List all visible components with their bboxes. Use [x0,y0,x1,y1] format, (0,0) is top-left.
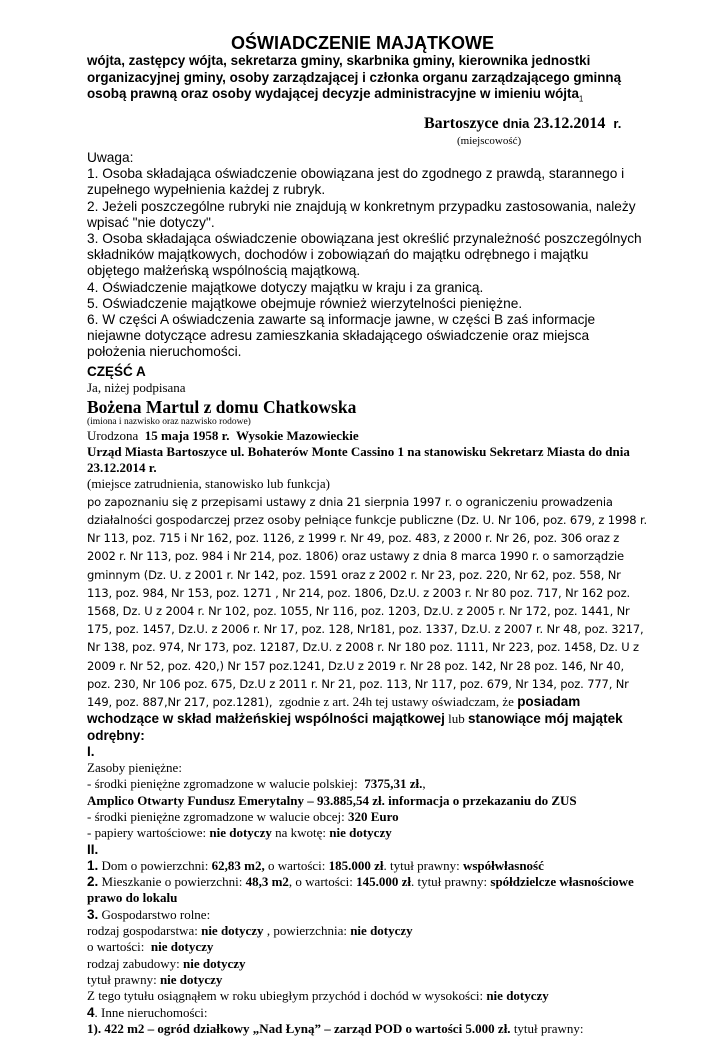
farm-build-line [87,956,647,972]
law-tail: zgodnie z art. 24h tej ustawy oświadczam, że [278,694,514,710]
document-subtitle [87,53,647,108]
flat-title: spółdzielcze własnościowe prawo do lokalu [87,874,634,906]
item-2-number: 2. [87,874,99,890]
declarant-name: Bożena Martul z domu Chatkowska [87,396,357,417]
farm-title-line [87,972,647,988]
farm-income-value: nie dotyczy [486,988,549,1004]
notes-section [87,150,642,361]
house-value: 185.000 zł [328,857,384,873]
statement-bold-2: stanowiące mój majątek odrębny: [87,711,623,743]
subtitle-text: wójta, zastępcy wójta, sekretarza gminy, skarbnika gminy, kierownika jednostki organizacyjnej gminy, osoby zarządzającej i członka organu zarządzającego gminną osobą prawną oraz osoby wydającej decyzje administracyjne w imieniu wójta [87,53,622,101]
pln-line [87,776,647,792]
securities-amount-value: nie dotyczy [329,825,392,841]
farm-type-line [87,923,647,939]
flat-title-label: . tytuł prawny: [410,874,488,890]
intro-text: Ja, niżej podpisana [87,380,186,396]
house-value-label: o wartości: [267,857,326,873]
part-a-heading: CZĘŚĆ A [87,364,146,379]
date-line [424,115,621,133]
flat-line [87,874,647,907]
note-item: 4. Oświadczenie majątkowe dotyczy majątku w kraju i za granicą. [87,279,484,295]
house-label: Dom o powierzchni: [101,857,209,873]
born-place: Wysokie Mazowieckie [236,427,359,443]
securities-line [87,825,647,841]
foreign-label: - środki pieniężne zgromadzone w walucie obcej: [87,809,345,824]
farm-title-label: tytuł prawny: [87,971,157,987]
item-4-number: 4 [87,1004,95,1020]
securities-amount-label: na kwotę: [275,825,326,841]
birth-line [87,428,647,444]
pln-value: 7375,31 zł. [364,776,423,792]
farm-build-label: rodzaj zabudowy: [87,955,180,971]
securities-value: nie dotyczy [209,825,272,841]
item-3-number: 3. [87,906,99,922]
farm-title-value: nie dotyczy [159,971,223,987]
item-1-number: 1. [87,857,99,873]
farm-income-label: Z tego tytułu osiągnąłem w roku ubiegłym przychód i dochód w wysokości: [87,988,484,1004]
note-item: 6. W części A oświadczenia zawarte są informacje jawne, w części B zaś informacje niejawne dotyczące adresu zamieszkania składającego oświadczenie oraz miejsca położenia nieruchomości. [87,312,596,360]
note-item: 5. Oświadczenie majątkowe obejmuje również wierzytelności pieniężne. [87,295,523,311]
other-property-heading: . Inne nieruchomości: [94,1004,208,1020]
other-property-title-label: tytuł prawny: [513,1020,584,1036]
farm-type-label: rodzaj gospodarstwa: [87,923,198,939]
place-note: (miejscowość) [457,135,522,147]
employment-note: (miejsce zatrudnienia, stanowisko lub funkcja) [87,476,330,492]
farm-area-label: , powierzchnia: [266,923,347,939]
section-1-heading: Zasoby pieniężne: [87,760,182,776]
farm-type-value: nie dotyczy [201,923,264,939]
farm-value-label: o wartości: [87,939,145,955]
farm-build-value: nie dotyczy [183,955,246,971]
foreign-value: 320 Euro [347,809,399,824]
farm-heading-line [87,907,647,923]
other-property-heading-line [87,1005,647,1021]
footnote-mark: 1 [578,94,584,104]
part-a-section [87,364,647,1037]
farm-area-value: nie dotyczy [350,923,413,939]
statement-bold-1: posiadam wchodzące w skład małżeńskiej wspólności majątkowej [87,694,581,727]
statement-lub: lub [448,711,465,727]
law-text: po zapoznaniu się z przepisami ustawy z dnia 21 sierpnia 1997 r. o ograniczeniu prowadzenia działalności gospodarczej przez osoby pełniące funkcje publiczne (Dz. U. Nr 106, poz. 679, z 1998 r. Nr 113, poz. 715 i Nr 162, poz. 1126, z 1999 r. Nr 49, poz. 483, z 2000 r. Nr 26, poz. 306 oraz z 2002 r. Nr 113, poz. 984 i Nr 214, poz. 1806) oraz ustawy z dnia 8 marca 1990 r. o samorządzie gminnym (Dz. U. z 2001 r. Nr 142, poz. 1591 oraz z 2002 r. Nr 23, poz. 220, Nr 62, poz. 558, Nr 113, poz. 984, Nr 153, poz. 1271 , Nr 214, poz. 1806, Dz.U. z 2003 r. Nr 80 poz. 717, Nr 162 poz. 1568, Dz. U z 2004 r. Nr 102, poz. 1055, Nr 116, poz. 1203, Dz.U. z 2005 r. Nr 172, poz. 1441, Nr 175, poz. 1457, Dz.U. z 2006 r. Nr 17, poz. 128, Nr181, poz. 1337, Dz.U. z 2007 r. Nr 48, poz. 3217, Nr 138, poz. 974, Nr 173, poz. 12187, Dz.U. z 2008 r. Nr 180 poz. 1111, Nr 223, poz. 1458, Dz. U z 2009 r. Nr 52, poz. 420,) Nr 157 poz.1241, Dz.U z 2019 r. Nr 28 poz. 142, Nr 28 poz. 146, Nr 40, poz. 230, Nr 106 poz. 675, Dz.U z 2011 r. Nr 21, poz. 113, Nr 117, poz. 679, Nr 134, poz. 777, Nr 149, poz. 887,Nr 217, poz.1281), [87,494,647,710]
note-item: 1. Osoba składająca oświadczenie obowiązana jest do zgodnego z prawdą, starannego i zupełnego wypełnienia każdej z rubryk. [87,166,625,198]
other-property-line [87,1021,647,1037]
born-label: Urodzona [87,427,139,443]
farm-heading: Gospodarstwo rolne: [101,906,211,922]
date-r: r. [613,116,622,131]
notes-heading: Uwaga: [87,150,134,165]
law-paragraph [87,493,647,744]
section-1-numeral: I. [87,743,95,759]
place-value: Bartoszyce [424,115,499,132]
fund-line: Amplico Otwarty Fundusz Emerytalny – 93.885,54 zł. informacja o przekazaniu do ZUS [87,792,577,808]
section-2-numeral: II. [87,841,99,857]
house-title: współwłasność [462,857,544,873]
date-value: 23.12.2014 [533,115,606,132]
house-area: 62,83 m2, [211,857,265,873]
farm-value-value: nie dotyczy [150,939,214,955]
flat-area: 48,3 m2 [245,874,289,890]
flat-label: Mieszkanie o powierzchni: [101,874,243,890]
securities-label: - papiery wartościowe: [87,825,207,841]
note-item: 3. Osoba składająca oświadczenie obowiązana jest określić przynależność poszczególnych składników majątkowych, dochodów i zobowiązań do majątku odrębnego i majątku objętego małżeńską wspólnością majątkową. [87,231,642,279]
name-note: (imiona i nazwisko oraz nazwisko rodowe) [87,416,251,427]
house-title-label: . tytuł prawny: [383,857,460,873]
foreign-line [87,809,647,825]
note-item: 2. Jeżeli poszczególne rubryki nie znajdują w konkretnym przypadku zastosowania, należy wpisać "nie dotyczy". [87,198,636,230]
pln-comma: , [422,776,426,792]
pln-label: - środki pieniężne zgromadzone w walucie polskiej: [87,776,358,792]
other-property-1: 1). 422 m2 – ogród działkowy „Nad Łyną” – zarząd POD o wartości 5.000 zł. [87,1020,511,1036]
house-line [87,858,647,874]
flat-value-label: , o wartości: [288,874,353,890]
farm-income-line [87,988,647,1004]
date-label: dnia [502,116,530,131]
born-date: 15 maja 1958 r. [144,427,230,443]
flat-value: 145.000 zł [356,874,411,890]
farm-value-line [87,939,647,955]
document-title: OŚWIADCZENIE MAJĄTKOWE [231,33,494,53]
employment-text: Urząd Miasta Bartoszyce ul. Bohaterów Monte Cassino 1 na stanowisku Sekretarz Miasta do dnia 23.12.2014 r. [87,443,630,476]
